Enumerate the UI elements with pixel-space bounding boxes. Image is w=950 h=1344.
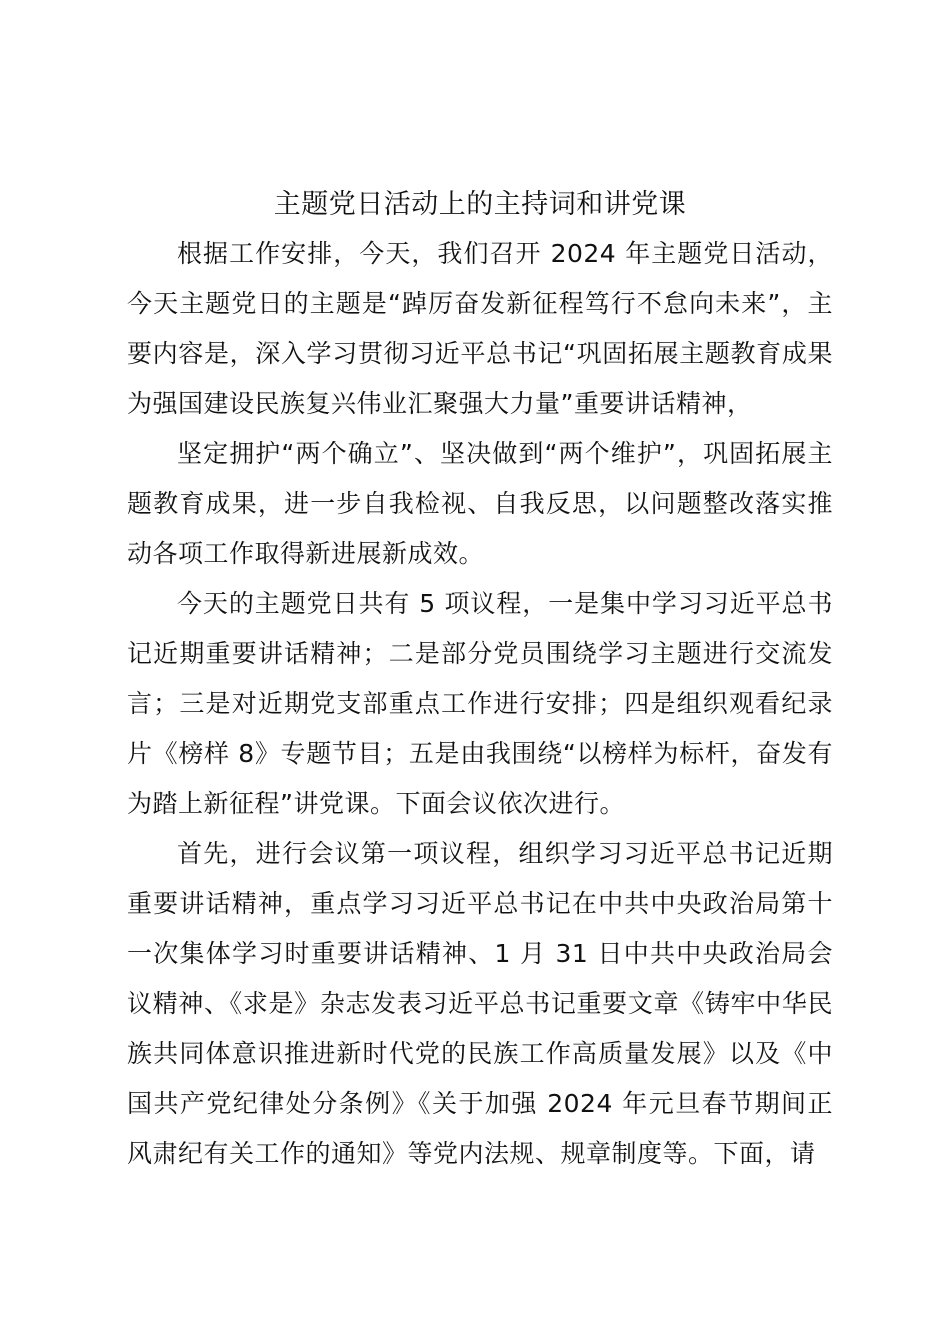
document-title: 主题党日活动上的主持词和讲党课 [273,189,687,220]
paragraph-1: 根据工作安排，今天，我们召开 2024 年主题党日活动，今天主题党日的主题是“踔厉奋发新征程笃行不怠向未来”，主要内容是，深入学习贯彻习近平总书记“巩固拓展主题教育成果为强国建设民族复兴伟业汇聚强大力量”重要讲话精神， [127,239,833,418]
paragraph-3: 今天的主题党日共有 5 项议程，一是集中学习习近平总书记近期重要讲话精神；二是部分党员围绕学习主题进行交流发言；三是对近期党支部重点工作进行安排；四是组织观看纪录片《榜样 8》专题节目；五是由我围绕“以榜样为标杆，奋发有为踏上新征程”讲党课。下面会议依次进行。 [127,589,833,818]
document-page [127,185,833,1179]
paragraph-4: 首先，进行会议第一项议程，组织学习习近平总书记近期重要讲话精神，重点学习习近平总书记在中共中央政治局第十一次集体学习时重要讲话精神、1 月 31 日中共中央政治局会议精神、《求是》杂志发表习近平总书记重要文章《铸牢中华民族共同体意识推进新时代党的民族工作高质量发展》以及《中国共产党纪律处分条例》《关于加强 2024 年元旦春节期间正风肃纪有关工作的通知》等党内法规、规章制度等。下面，请 [127,839,833,1168]
paragraph-2: 坚定拥护“两个确立”、坚决做到“两个维护”，巩固拓展主题教育成果，进一步自我检视、自我反思，以问题整改落实推动各项工作取得新进展新成效。 [127,439,833,568]
